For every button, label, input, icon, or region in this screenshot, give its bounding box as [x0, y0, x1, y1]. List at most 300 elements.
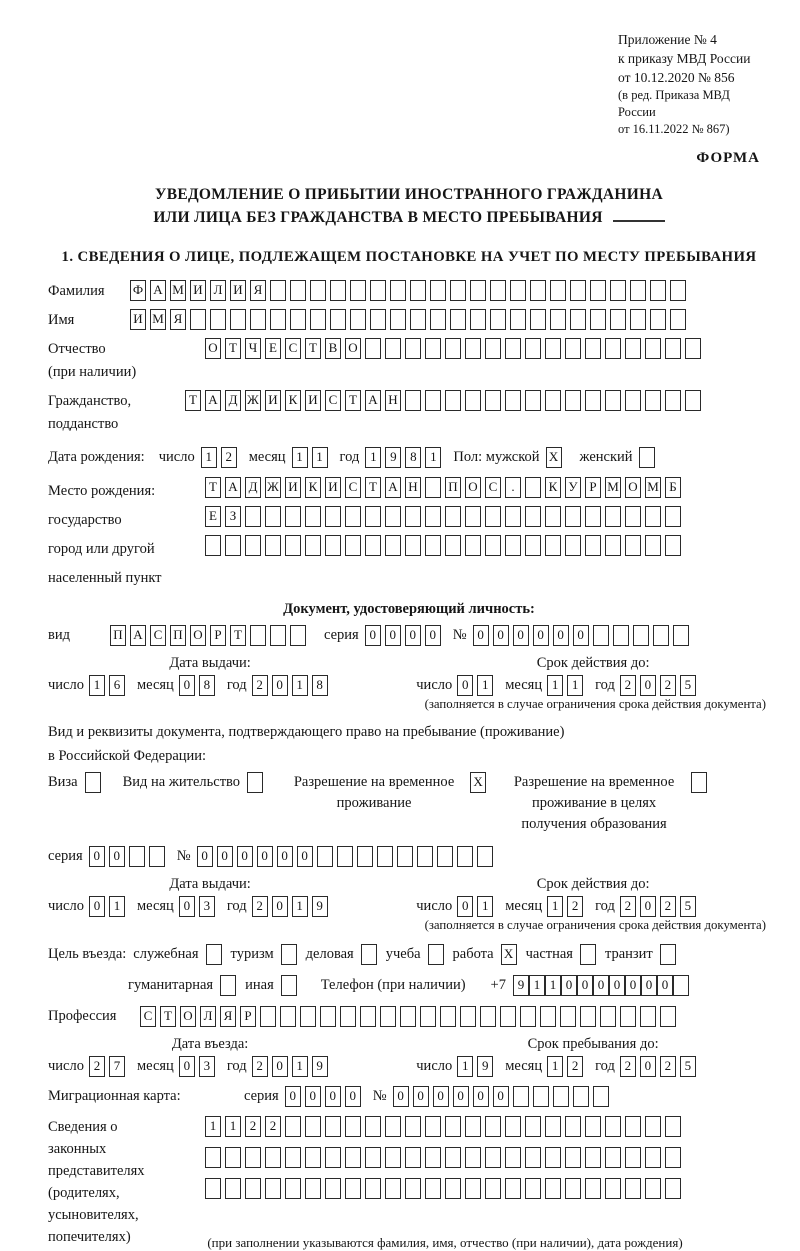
char-box[interactable]	[337, 846, 353, 867]
char-box[interactable]: 3	[199, 1056, 215, 1077]
char-box[interactable]	[685, 390, 701, 411]
char-box[interactable]: З	[225, 506, 241, 527]
char-box[interactable]: А	[130, 625, 146, 646]
char-box[interactable]: 5	[680, 675, 696, 696]
char-box[interactable]	[485, 1116, 501, 1137]
char-box[interactable]: 0	[553, 625, 569, 646]
char-box[interactable]: С	[140, 1006, 156, 1027]
char-box[interactable]	[457, 846, 473, 867]
char-box[interactable]	[553, 1086, 569, 1107]
char-box[interactable]: 0	[593, 975, 609, 996]
char-box[interactable]	[605, 506, 621, 527]
char-box[interactable]	[625, 506, 641, 527]
char-box[interactable]	[640, 1006, 656, 1027]
char-box[interactable]: 1	[89, 675, 105, 696]
char-box[interactable]: Т	[160, 1006, 176, 1027]
char-box[interactable]	[425, 477, 441, 498]
char-box[interactable]: П	[110, 625, 126, 646]
char-box[interactable]: 2	[567, 896, 583, 917]
char-box[interactable]	[345, 1147, 361, 1168]
char-box[interactable]	[425, 1147, 441, 1168]
char-box[interactable]: Я	[220, 1006, 236, 1027]
char-box[interactable]	[245, 506, 261, 527]
char-box[interactable]: 0	[272, 1056, 288, 1077]
char-box[interactable]	[625, 535, 641, 556]
char-box[interactable]: 1	[425, 447, 441, 468]
char-box[interactable]: А	[365, 390, 381, 411]
char-box[interactable]: 5	[680, 896, 696, 917]
char-box[interactable]	[265, 535, 281, 556]
char-box[interactable]	[281, 944, 297, 965]
char-box[interactable]	[480, 1006, 496, 1027]
char-box[interactable]	[365, 535, 381, 556]
char-box[interactable]	[345, 1178, 361, 1199]
char-box[interactable]	[625, 390, 641, 411]
char-box[interactable]	[430, 280, 446, 301]
char-box[interactable]: Я	[250, 280, 266, 301]
char-box[interactable]: 0	[533, 625, 549, 646]
char-box[interactable]	[525, 1116, 541, 1137]
char-box[interactable]	[625, 1147, 641, 1168]
char-box[interactable]: И	[325, 477, 341, 498]
char-box[interactable]	[670, 309, 686, 330]
char-box[interactable]	[650, 309, 666, 330]
char-box[interactable]: 1	[292, 675, 308, 696]
char-box[interactable]: П	[445, 477, 461, 498]
char-box[interactable]	[405, 338, 421, 359]
char-box[interactable]	[370, 309, 386, 330]
char-box[interactable]	[477, 846, 493, 867]
char-box[interactable]	[625, 1178, 641, 1199]
char-box[interactable]	[425, 390, 441, 411]
char-box[interactable]	[149, 846, 165, 867]
char-box[interactable]	[600, 1006, 616, 1027]
char-box[interactable]	[440, 1006, 456, 1027]
char-box[interactable]	[270, 280, 286, 301]
char-box[interactable]: 0	[385, 625, 401, 646]
char-box[interactable]: 1	[477, 896, 493, 917]
char-box[interactable]: С	[345, 477, 361, 498]
char-box[interactable]	[325, 1116, 341, 1137]
char-box[interactable]: Д	[225, 390, 241, 411]
char-box[interactable]: 0	[640, 896, 656, 917]
char-box[interactable]: 8	[199, 675, 215, 696]
char-box[interactable]: Ч	[245, 338, 261, 359]
char-box[interactable]: 2	[620, 675, 636, 696]
char-box[interactable]	[630, 280, 646, 301]
char-box[interactable]	[260, 1006, 276, 1027]
char-box[interactable]: 1	[292, 1056, 308, 1077]
char-box[interactable]: 1	[205, 1116, 221, 1137]
char-box[interactable]	[580, 1006, 596, 1027]
char-box[interactable]	[505, 1178, 521, 1199]
char-box[interactable]	[450, 280, 466, 301]
char-box[interactable]	[530, 280, 546, 301]
char-box[interactable]	[225, 1178, 241, 1199]
char-box[interactable]	[305, 1116, 321, 1137]
char-box[interactable]	[545, 506, 561, 527]
char-box[interactable]: 0	[573, 625, 589, 646]
char-box[interactable]	[485, 338, 501, 359]
char-box[interactable]	[410, 309, 426, 330]
char-box[interactable]: И	[230, 280, 246, 301]
char-box[interactable]	[510, 280, 526, 301]
char-box[interactable]: 1	[109, 896, 125, 917]
char-box[interactable]	[653, 625, 669, 646]
char-box[interactable]	[445, 1178, 461, 1199]
char-box[interactable]	[190, 309, 206, 330]
char-box[interactable]: 1	[312, 447, 328, 468]
char-box[interactable]: 0	[109, 846, 125, 867]
char-box[interactable]	[245, 535, 261, 556]
char-box[interactable]	[525, 1178, 541, 1199]
char-box[interactable]: 0	[277, 846, 293, 867]
char-box[interactable]	[230, 309, 246, 330]
char-box[interactable]: 0	[217, 846, 233, 867]
char-box[interactable]: 2	[660, 1056, 676, 1077]
char-box[interactable]: 2	[221, 447, 237, 468]
char-box[interactable]	[305, 506, 321, 527]
char-box[interactable]	[645, 1147, 661, 1168]
char-box[interactable]	[425, 338, 441, 359]
char-box[interactable]: О	[345, 338, 361, 359]
char-box[interactable]	[573, 1086, 589, 1107]
char-box[interactable]: 0	[640, 675, 656, 696]
char-box[interactable]	[580, 944, 596, 965]
char-box[interactable]: 9	[312, 896, 328, 917]
char-box[interactable]	[513, 1086, 529, 1107]
char-box[interactable]	[585, 506, 601, 527]
char-box[interactable]	[590, 309, 606, 330]
char-box[interactable]: О	[625, 477, 641, 498]
char-box[interactable]: 2	[252, 1056, 268, 1077]
char-box[interactable]: 2	[567, 1056, 583, 1077]
char-box[interactable]	[420, 1006, 436, 1027]
char-box[interactable]	[430, 309, 446, 330]
char-box[interactable]	[390, 280, 406, 301]
char-box[interactable]	[417, 846, 433, 867]
char-box[interactable]: П	[170, 625, 186, 646]
char-box[interactable]	[645, 506, 661, 527]
char-box[interactable]	[500, 1006, 516, 1027]
char-box[interactable]	[310, 309, 326, 330]
char-box[interactable]: 0	[513, 625, 529, 646]
char-box[interactable]	[605, 535, 621, 556]
char-box[interactable]	[320, 1006, 336, 1027]
char-box[interactable]: 0	[641, 975, 657, 996]
char-box[interactable]	[345, 1116, 361, 1137]
char-box[interactable]: 1	[292, 447, 308, 468]
char-box[interactable]: 0	[577, 975, 593, 996]
char-box[interactable]: 1	[547, 675, 563, 696]
char-box[interactable]: 0	[493, 1086, 509, 1107]
char-box[interactable]	[545, 1116, 561, 1137]
char-box[interactable]: 0	[657, 975, 673, 996]
char-box[interactable]	[605, 1147, 621, 1168]
char-box[interactable]	[685, 338, 701, 359]
char-box[interactable]: 0	[473, 625, 489, 646]
char-box[interactable]	[385, 1116, 401, 1137]
char-box[interactable]	[350, 309, 366, 330]
char-box[interactable]	[325, 1147, 341, 1168]
char-box[interactable]: 0	[257, 846, 273, 867]
char-box[interactable]: Я	[170, 309, 186, 330]
char-box[interactable]	[465, 506, 481, 527]
char-box[interactable]: 3	[199, 896, 215, 917]
char-box[interactable]	[585, 390, 601, 411]
char-box[interactable]: 6	[109, 675, 125, 696]
char-box[interactable]	[540, 1006, 556, 1027]
char-box[interactable]	[645, 338, 661, 359]
char-box[interactable]	[428, 944, 444, 965]
char-box[interactable]: Ж	[265, 477, 281, 498]
char-box[interactable]: 0	[457, 675, 473, 696]
char-box[interactable]: Е	[265, 338, 281, 359]
char-box[interactable]	[405, 1178, 421, 1199]
char-box[interactable]: 2	[245, 1116, 261, 1137]
char-box[interactable]	[665, 1116, 681, 1137]
char-box[interactable]	[445, 1116, 461, 1137]
char-box[interactable]	[630, 309, 646, 330]
char-box[interactable]: 0	[365, 625, 381, 646]
char-box[interactable]	[565, 1178, 581, 1199]
char-box[interactable]	[365, 506, 381, 527]
char-box[interactable]	[285, 535, 301, 556]
char-box[interactable]	[340, 1006, 356, 1027]
char-box[interactable]	[405, 535, 421, 556]
char-box[interactable]: 2	[89, 1056, 105, 1077]
char-box[interactable]	[225, 535, 241, 556]
char-box[interactable]	[605, 338, 621, 359]
char-box[interactable]: И	[305, 390, 321, 411]
char-box[interactable]	[220, 975, 236, 996]
char-box[interactable]: 7	[109, 1056, 125, 1077]
char-box[interactable]	[270, 309, 286, 330]
char-box[interactable]	[525, 506, 541, 527]
char-box[interactable]	[673, 975, 689, 996]
char-box[interactable]: 1	[292, 896, 308, 917]
char-box[interactable]	[400, 1006, 416, 1027]
char-box[interactable]	[205, 1178, 221, 1199]
char-box[interactable]: 1	[545, 975, 561, 996]
char-box[interactable]: Т	[345, 390, 361, 411]
char-box[interactable]	[425, 535, 441, 556]
char-box[interactable]	[485, 535, 501, 556]
char-box[interactable]	[425, 1178, 441, 1199]
char-box[interactable]: О	[205, 338, 221, 359]
char-box[interactable]	[610, 309, 626, 330]
char-box[interactable]	[350, 280, 366, 301]
char-box[interactable]: 1	[567, 675, 583, 696]
char-box[interactable]	[565, 535, 581, 556]
char-box[interactable]: И	[190, 280, 206, 301]
char-box[interactable]	[533, 1086, 549, 1107]
char-box[interactable]	[650, 280, 666, 301]
char-box[interactable]: Н	[405, 477, 421, 498]
char-box[interactable]	[485, 506, 501, 527]
char-box[interactable]	[325, 535, 341, 556]
char-box[interactable]: М	[605, 477, 621, 498]
char-box[interactable]: И	[285, 477, 301, 498]
char-box[interactable]	[445, 506, 461, 527]
char-box[interactable]: 8	[312, 675, 328, 696]
char-box[interactable]	[265, 1178, 281, 1199]
char-box[interactable]	[365, 1116, 381, 1137]
char-box[interactable]: 1	[225, 1116, 241, 1137]
char-box[interactable]	[545, 1178, 561, 1199]
char-box[interactable]: 2	[265, 1116, 281, 1137]
char-box[interactable]: У	[565, 477, 581, 498]
char-box[interactable]: 9	[385, 447, 401, 468]
char-box[interactable]: С	[285, 338, 301, 359]
char-box[interactable]: 0	[272, 896, 288, 917]
char-box[interactable]: 1	[547, 896, 563, 917]
char-box[interactable]	[565, 506, 581, 527]
char-box[interactable]	[270, 625, 286, 646]
char-box[interactable]	[450, 309, 466, 330]
char-box[interactable]	[357, 846, 373, 867]
char-box[interactable]	[645, 1116, 661, 1137]
char-box[interactable]: 9	[312, 1056, 328, 1077]
char-box[interactable]	[361, 944, 377, 965]
char-box[interactable]: С	[485, 477, 501, 498]
char-box[interactable]	[290, 625, 306, 646]
char-box[interactable]: Р	[210, 625, 226, 646]
char-box[interactable]: К	[305, 477, 321, 498]
char-box[interactable]	[505, 1147, 521, 1168]
char-box[interactable]	[505, 506, 521, 527]
char-box[interactable]: 0	[325, 1086, 341, 1107]
char-box[interactable]	[665, 1178, 681, 1199]
char-box[interactable]	[425, 1116, 441, 1137]
char-box[interactable]	[285, 506, 301, 527]
char-box[interactable]	[645, 1178, 661, 1199]
char-box[interactable]: 0	[179, 896, 195, 917]
char-box[interactable]	[285, 1147, 301, 1168]
char-box[interactable]: 0	[473, 1086, 489, 1107]
char-box[interactable]	[525, 477, 541, 498]
char-box[interactable]	[550, 309, 566, 330]
char-box[interactable]	[305, 535, 321, 556]
char-box[interactable]	[545, 338, 561, 359]
char-box[interactable]	[613, 625, 629, 646]
char-box[interactable]	[470, 280, 486, 301]
char-box[interactable]: Т	[305, 338, 321, 359]
char-box[interactable]	[280, 1006, 296, 1027]
char-box[interactable]: Т	[185, 390, 201, 411]
char-box[interactable]	[570, 280, 586, 301]
char-box[interactable]	[205, 535, 221, 556]
char-box[interactable]	[445, 390, 461, 411]
char-box[interactable]: 2	[252, 896, 268, 917]
char-box[interactable]	[673, 625, 689, 646]
char-box[interactable]	[330, 280, 346, 301]
char-box[interactable]	[525, 1147, 541, 1168]
char-box[interactable]	[665, 390, 681, 411]
char-box[interactable]	[250, 309, 266, 330]
char-box[interactable]	[245, 1147, 261, 1168]
char-box[interactable]	[585, 1116, 601, 1137]
char-box[interactable]: Е	[205, 506, 221, 527]
char-box[interactable]	[585, 338, 601, 359]
char-box[interactable]: 0	[305, 1086, 321, 1107]
char-box[interactable]	[645, 390, 661, 411]
char-box[interactable]	[505, 535, 521, 556]
char-box[interactable]: 0	[285, 1086, 301, 1107]
char-box[interactable]: 0	[433, 1086, 449, 1107]
char-box[interactable]: Л	[210, 280, 226, 301]
char-box[interactable]	[525, 338, 541, 359]
char-box[interactable]	[585, 1178, 601, 1199]
char-box[interactable]	[525, 390, 541, 411]
char-box[interactable]	[639, 447, 655, 468]
char-box[interactable]	[437, 846, 453, 867]
char-box[interactable]: .	[505, 477, 521, 498]
char-box[interactable]	[310, 280, 326, 301]
char-box[interactable]	[370, 280, 386, 301]
char-box[interactable]: Ж	[245, 390, 261, 411]
char-box[interactable]	[225, 1147, 241, 1168]
char-box[interactable]	[550, 280, 566, 301]
char-box[interactable]	[670, 280, 686, 301]
char-box[interactable]	[520, 1006, 536, 1027]
char-box[interactable]	[265, 506, 281, 527]
char-box[interactable]: Н	[385, 390, 401, 411]
char-box[interactable]	[485, 1178, 501, 1199]
char-box[interactable]	[405, 506, 421, 527]
char-box[interactable]	[360, 1006, 376, 1027]
char-box[interactable]	[545, 390, 561, 411]
char-box[interactable]	[545, 1147, 561, 1168]
char-box[interactable]	[285, 1116, 301, 1137]
char-box[interactable]	[620, 1006, 636, 1027]
char-box[interactable]	[530, 309, 546, 330]
char-box[interactable]: М	[150, 309, 166, 330]
char-box[interactable]	[385, 338, 401, 359]
char-box[interactable]: Р	[585, 477, 601, 498]
char-box[interactable]	[465, 1147, 481, 1168]
char-box[interactable]: 9	[513, 975, 529, 996]
char-box[interactable]	[510, 309, 526, 330]
char-box[interactable]	[605, 1178, 621, 1199]
char-box[interactable]: 0	[272, 675, 288, 696]
char-box[interactable]: М	[645, 477, 661, 498]
char-box[interactable]: 0	[345, 1086, 361, 1107]
char-box[interactable]	[380, 1006, 396, 1027]
char-box[interactable]	[281, 975, 297, 996]
char-box[interactable]: О	[180, 1006, 196, 1027]
char-box[interactable]	[565, 338, 581, 359]
char-box[interactable]	[300, 1006, 316, 1027]
char-box[interactable]	[305, 1178, 321, 1199]
char-box[interactable]: О	[465, 477, 481, 498]
char-box[interactable]: 0	[393, 1086, 409, 1107]
char-box[interactable]	[345, 535, 361, 556]
char-box[interactable]: А	[385, 477, 401, 498]
char-box[interactable]: X	[470, 772, 486, 793]
char-box[interactable]: Л	[200, 1006, 216, 1027]
char-box[interactable]: 0	[237, 846, 253, 867]
char-box[interactable]: 0	[89, 846, 105, 867]
char-box[interactable]	[290, 309, 306, 330]
char-box[interactable]	[390, 309, 406, 330]
char-box[interactable]: А	[150, 280, 166, 301]
char-box[interactable]: 1	[477, 675, 493, 696]
char-box[interactable]	[385, 1147, 401, 1168]
char-box[interactable]	[545, 535, 561, 556]
char-box[interactable]: Ф	[130, 280, 146, 301]
char-box[interactable]: 0	[561, 975, 577, 996]
